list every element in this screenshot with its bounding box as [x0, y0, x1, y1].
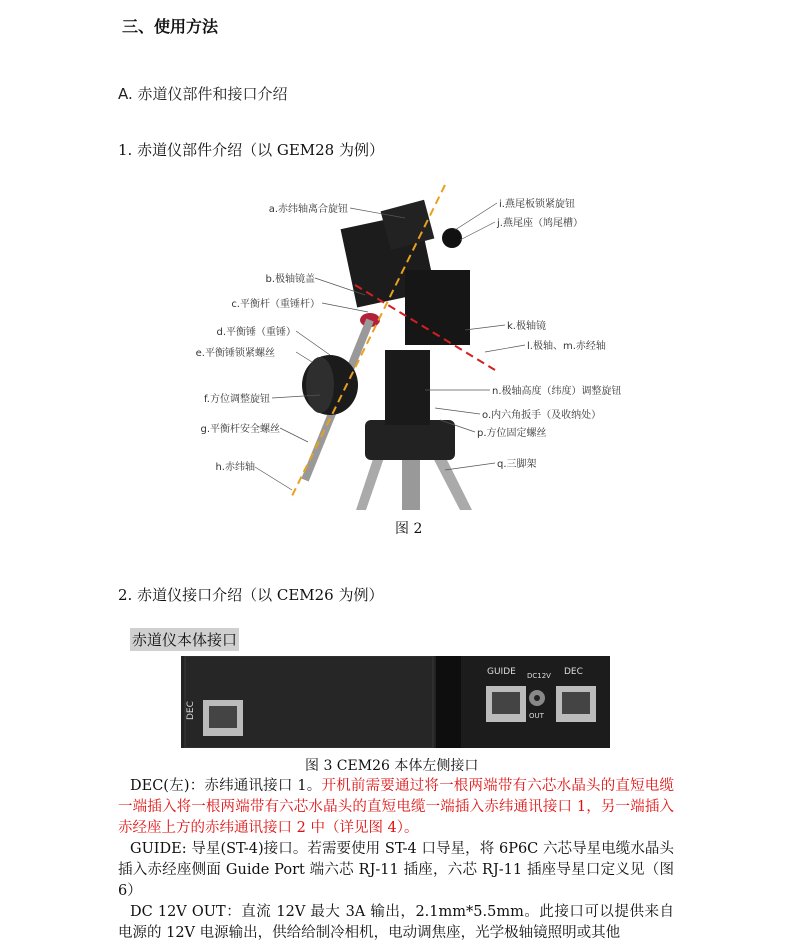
- subsection-title: A. 赤道仪部件和接口介绍: [118, 85, 288, 103]
- label-f: f.方位调整旋钮: [204, 394, 270, 405]
- label-n: n.极轴高度（纬度）调整旋钮: [492, 386, 622, 397]
- highlight-label: 赤道仪本体接口: [130, 628, 239, 651]
- label-q: q.三脚架: [497, 459, 537, 470]
- dec-warning: 开机前需要通过将一根两端带有六芯水晶头的直短电缆一端插入将一根两端带有六芯水晶头的直短电缆一端插入赤纬通讯接口 1，另一端插入赤经座上方的赤纬通讯接口 2 中（详见图 4）。: [118, 778, 675, 836]
- mount-head-illustration: [341, 200, 470, 345]
- mount-parts-figure: [180, 180, 650, 510]
- label-i: i.燕尾板锁紧旋钮: [499, 199, 575, 210]
- figure2-caption: 图 2: [395, 521, 423, 537]
- figure3-caption: 图 3 CEM26 本体左侧接口: [305, 758, 479, 774]
- port-label-guide: GUIDE: [487, 667, 516, 677]
- tripod-illustration: [356, 350, 472, 510]
- label-c: c.平衡杆（重锤杆）: [231, 299, 320, 310]
- guide-text: GUIDE: 导星(ST-4)接口。若需要使用 ST-4 口导星，将 6P6C 六芯导星电缆水晶头插入赤经座侧面 Guide Port 端六芯 RJ-11 插座，六芯 RJ-11 插座导星口定义见（图 6）: [118, 841, 674, 899]
- label-a: a.赤纬轴离合旋钮: [268, 204, 348, 215]
- label-k: k.极轴镜: [507, 321, 546, 332]
- dec-prefix: DEC(左)：赤纬通讯接口 1。: [130, 778, 322, 794]
- label-o: o.内六角扳手（及收纳处）: [482, 410, 602, 421]
- heading-ports-intro: 2. 赤道仪接口介绍（以 CEM26 为例）: [118, 586, 384, 604]
- ports-photo: [181, 656, 610, 748]
- label-g: g.平衡杆安全螺丝: [200, 424, 280, 435]
- section-title: 三、使用方法: [122, 17, 219, 36]
- label-h: h.赤纬轴: [215, 462, 255, 473]
- label-p: p.方位固定螺丝: [477, 428, 547, 439]
- label-e: e.平衡锤锁紧螺丝: [195, 348, 275, 359]
- label-j: j.燕尾座（鸠尾槽）: [497, 218, 583, 229]
- label-d: d.平衡锤（重锤）: [216, 327, 296, 338]
- label-l-m: l.极轴、m.赤经轴: [527, 341, 606, 352]
- port-label-out: OUT: [529, 712, 544, 720]
- paragraph-guide: [118, 839, 674, 902]
- dc-text: DC 12V OUT：直流 12V 最大 3A 输出，2.1mm*5.5mm。此接口可以提供来自电源的 12V 电源输出，供给给制冷相机，电动调焦座，光学极轴镜照明或其他: [118, 904, 674, 941]
- port-label-dc: DC12V: [527, 672, 551, 680]
- paragraph-dec: [118, 776, 674, 839]
- port-label-dec-left: DEC: [186, 701, 196, 720]
- label-b: b.极轴镜盖: [265, 274, 315, 285]
- port-label-dec-right: DEC: [564, 667, 583, 677]
- heading-parts-intro: 1. 赤道仪部件介绍（以 GEM28 为例）: [118, 141, 384, 159]
- paragraph-dc: [118, 902, 674, 944]
